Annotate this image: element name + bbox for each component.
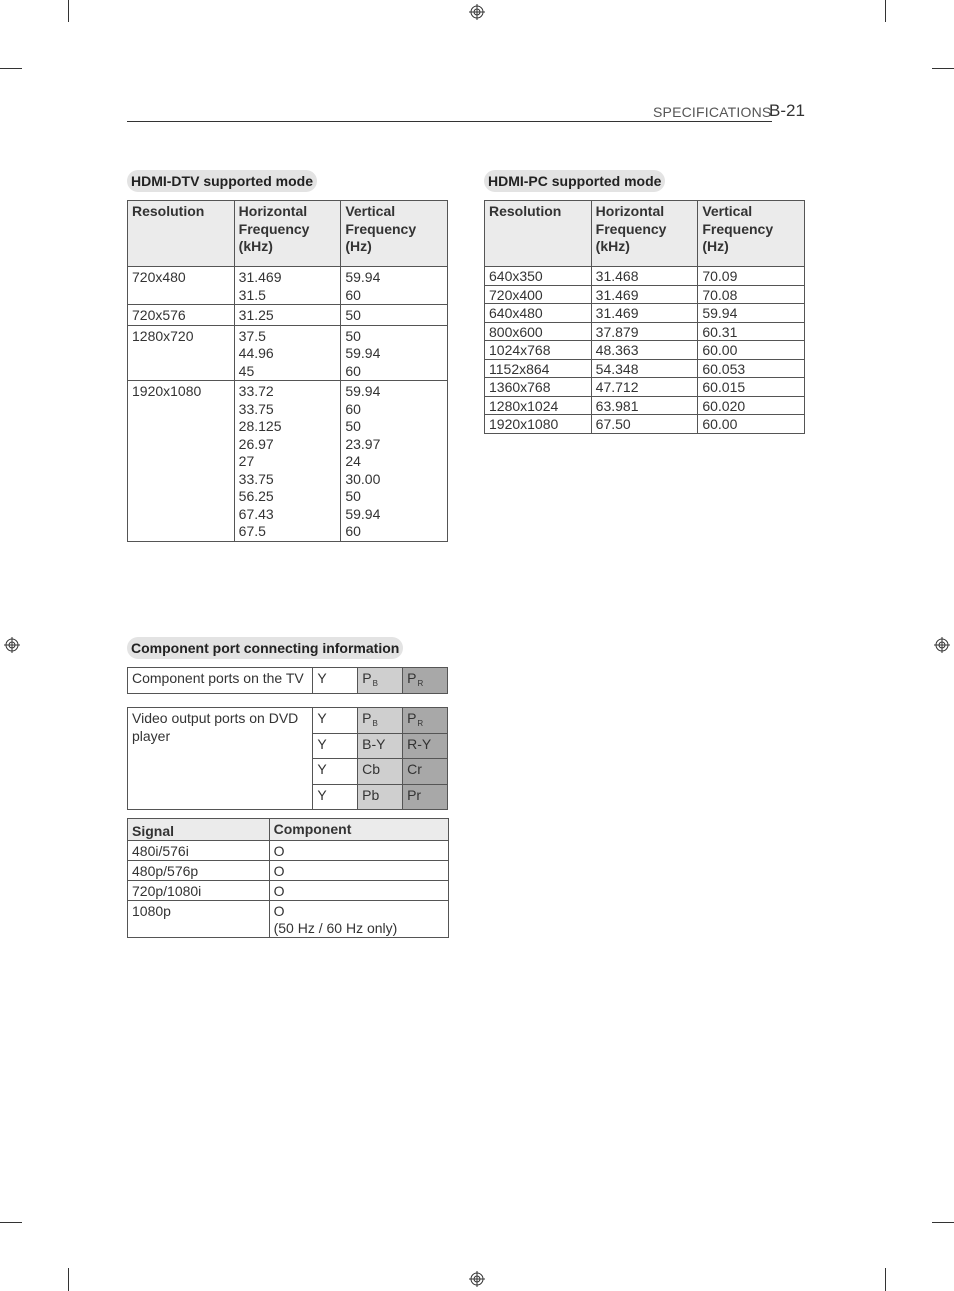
frequency-value: 56.25 [238, 488, 274, 504]
horizontal-frequency-cell: 54.348 [591, 359, 698, 378]
table-row [485, 285, 805, 304]
resolution-cell: 800x600 [485, 322, 592, 341]
dvd-port-y: Y [313, 784, 358, 810]
table-row [485, 359, 805, 378]
resolution-cell: 1920x1080 [128, 381, 235, 542]
table-row [485, 378, 805, 397]
frequency-value: 60 [345, 523, 361, 539]
table-row [128, 708, 448, 734]
dvd-port-y: Y [313, 708, 358, 734]
crop-mark [0, 1222, 22, 1223]
registration-mark-icon [469, 1271, 485, 1287]
horizontal-frequency-cell: 63.981 [591, 396, 698, 415]
frequency-value: 59.94 [345, 269, 381, 285]
frequency-value: 59.94 [345, 383, 381, 399]
signal-header: Signal [128, 819, 270, 841]
frequency-value: 67.5 [238, 523, 266, 539]
pc-header-resolution: Resolution [485, 201, 592, 267]
frequency-value: 37.5 [238, 327, 266, 344]
component-cell: O [269, 861, 448, 881]
tv-port-pr: $P_R$ [403, 668, 448, 694]
table-row [128, 381, 448, 542]
vertical-frequency-cell: 60.00 [698, 415, 805, 434]
frequency-value: 33.75 [238, 400, 274, 417]
vertical-frequency-cell: 70.09 [698, 267, 805, 286]
frequency-value: 59.94 [345, 505, 381, 522]
table-row [128, 881, 449, 901]
horizontal-frequency-cell [234, 325, 341, 381]
frequency-value: 60 [345, 362, 361, 379]
signal-cell: 720p/1080i [128, 881, 270, 901]
frequency-value: 26.97 [238, 435, 274, 452]
frequency-value: 30.00 [345, 470, 381, 487]
crop-mark [68, 1268, 69, 1291]
tv-port-y: Y [313, 668, 358, 694]
table-row [128, 841, 449, 861]
dtv-section-title: HDMI-DTV supported mode [127, 170, 317, 192]
dtv-table [127, 200, 448, 542]
dvd-port-y: Y [313, 733, 358, 759]
crop-mark [885, 1268, 886, 1291]
crop-mark [0, 68, 22, 69]
port-letter: Pr [407, 786, 422, 803]
vertical-frequency-cell: 59.94 [698, 304, 805, 323]
resolution-cell: 720x576 [128, 305, 235, 326]
dtv-header-vertical: Vertical Frequency (Hz) [341, 201, 448, 267]
section-title: SPECIFICATIONS [653, 104, 772, 120]
component-header: Component [269, 819, 448, 841]
port-letter: Cr [407, 761, 422, 777]
resolution-cell: 1152x864 [485, 359, 592, 378]
table-row [128, 861, 449, 881]
dvd-port-blue [358, 733, 403, 759]
horizontal-frequency-cell: 67.50 [591, 415, 698, 434]
horizontal-frequency-cell: 47.712 [591, 378, 698, 397]
pc-header-vertical: Vertical Frequency (Hz) [698, 201, 805, 267]
table-row [485, 267, 805, 286]
frequency-value: 59.94 [345, 345, 381, 361]
port-letter: P [407, 710, 417, 726]
vertical-frequency-cell: 60.00 [698, 341, 805, 360]
port-letter: Pb [362, 786, 380, 803]
pc-table [484, 200, 805, 434]
pc-section-title: HDMI-PC supported mode [484, 170, 665, 192]
dvd-port-blue [358, 784, 403, 810]
frequency-value: 33.72 [238, 383, 274, 399]
dvd-port-red [403, 759, 448, 785]
frequency-value: 60 [345, 286, 361, 303]
frequency-value: 31.5 [238, 286, 266, 303]
frequency-value: 50 [345, 327, 361, 344]
table-row [128, 305, 448, 326]
vertical-frequency-cell [341, 267, 448, 305]
dvd-ports-label: Video output ports on DVD player [128, 708, 313, 810]
frequency-value: 50 [345, 488, 361, 504]
dvd-port-y: Y [313, 759, 358, 785]
vertical-frequency-cell [341, 305, 448, 326]
dvd-port-blue [358, 759, 403, 785]
horizontal-frequency-cell: 48.363 [591, 341, 698, 360]
table-row [128, 901, 449, 938]
port-letter: B-Y [362, 735, 386, 752]
frequency-value: 31.469 [238, 269, 282, 285]
resolution-cell: 720x480 [128, 267, 235, 305]
component-cell: O [269, 841, 448, 861]
dtv-header-horizontal: Horizontal Frequency (kHz) [234, 201, 341, 267]
resolution-cell: 1024x768 [485, 341, 592, 360]
frequency-value: 33.75 [238, 470, 274, 487]
horizontal-frequency-cell: 31.469 [591, 285, 698, 304]
frequency-value: 27 [238, 453, 255, 469]
resolution-cell: 1280x720 [128, 325, 235, 381]
dvd-port-red [403, 733, 448, 759]
horizontal-frequency-cell: 31.468 [591, 267, 698, 286]
table-row [485, 341, 805, 360]
dvd-port-blue [358, 708, 403, 734]
frequency-value: 45 [238, 362, 255, 379]
frequency-value: 28.125 [238, 418, 282, 434]
frequency-value: 24 [345, 453, 361, 469]
vertical-frequency-cell: 60.053 [698, 359, 805, 378]
component-section-title: Component port connecting information [127, 637, 403, 659]
frequency-value: 23.97 [345, 435, 381, 452]
dvd-ports-table [127, 707, 448, 810]
vertical-frequency-cell: 60.31 [698, 322, 805, 341]
frequency-value: 50 [345, 307, 361, 323]
table-row [128, 325, 448, 381]
frequency-value: 31.25 [238, 307, 274, 323]
pc-header-horizontal: Horizontal Frequency (kHz) [591, 201, 698, 267]
frequency-value: 60 [345, 400, 361, 417]
horizontal-frequency-cell: 31.469 [591, 304, 698, 323]
vertical-frequency-cell [341, 381, 448, 542]
signal-cell: 1080p [128, 901, 270, 938]
resolution-cell: 1920x1080 [485, 415, 592, 434]
resolution-cell: 1360x768 [485, 378, 592, 397]
vertical-frequency-cell: 60.020 [698, 396, 805, 415]
table-row [128, 267, 448, 305]
crop-mark [932, 68, 954, 69]
port-subscript: B [372, 719, 378, 728]
resolution-cell: 720x400 [485, 285, 592, 304]
component-cell: O [269, 881, 448, 901]
frequency-value: 67.43 [238, 505, 274, 522]
resolution-cell: 640x350 [485, 267, 592, 286]
tv-port-pb: $P_B$ [358, 668, 403, 694]
signal-cell: 480p/576p [128, 861, 270, 881]
table-row [485, 304, 805, 323]
registration-mark-icon [4, 637, 20, 653]
port-letter: P [362, 710, 372, 726]
vertical-frequency-cell: 70.08 [698, 285, 805, 304]
port-letter: Cb [362, 761, 381, 777]
crop-mark [932, 1222, 954, 1223]
port-letter: R-Y [407, 735, 432, 752]
vertical-frequency-cell [341, 325, 448, 381]
crop-mark [885, 0, 886, 22]
resolution-cell: 640x480 [485, 304, 592, 323]
component-cell: O (50 Hz / 60 Hz only) [269, 901, 448, 938]
frequency-value: 44.96 [238, 345, 274, 361]
table-row [485, 415, 805, 434]
signal-cell: 480i/576i [128, 841, 270, 861]
table-row [485, 396, 805, 415]
crop-mark [68, 0, 69, 22]
header-divider [127, 121, 772, 122]
frequency-value: 50 [345, 418, 361, 434]
port-subscript: R [417, 719, 424, 728]
dvd-port-red [403, 784, 448, 810]
horizontal-frequency-cell [234, 305, 341, 326]
registration-mark-icon [469, 4, 485, 20]
horizontal-frequency-cell: 37.879 [591, 322, 698, 341]
dtv-header-resolution: Resolution [128, 201, 235, 267]
dvd-port-red [403, 708, 448, 734]
registration-mark-icon [934, 637, 950, 653]
vertical-frequency-cell: 60.015 [698, 378, 805, 397]
horizontal-frequency-cell [234, 381, 341, 542]
tv-ports-label: Component ports on the TV [128, 668, 313, 694]
signal-table [127, 818, 449, 938]
page-number: B-21 [769, 101, 805, 120]
tv-ports-table [127, 667, 448, 694]
resolution-cell: 1280x1024 [485, 396, 592, 415]
table-row [485, 322, 805, 341]
horizontal-frequency-cell [234, 267, 341, 305]
